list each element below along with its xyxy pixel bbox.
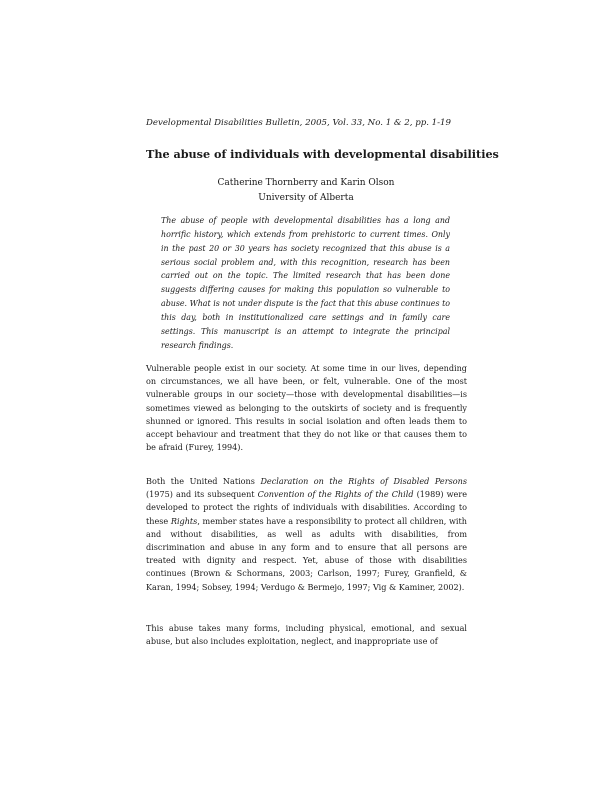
body-paragraph-3: This abuse takes many forms, including physical, emotional, and sexual abuse, but also includes exploitation, neglect, and inappropriate use of [146,623,467,647]
rights-term: Rights [170,515,198,526]
convention-title: Convention of the Rights of the Child [257,489,414,500]
paragraph-2-text: , member states have a responsibility to protect all children, with and without disabilities, as well as adults with disabilities, from discrimination and abuse in any form and to ensure that all persons are treated with dignity and respect. Yet, abuse of those with disabilities continues (Brown & Schormans, 2003; Carlson, 1997; Furey, Granfield, & Karan, 1994; Sobsey, 1994; Verdugo & Bermejo, 1997; Vig & Kaminer, 2002). [146,515,467,592]
paragraph-2-text: (1975) and its subsequent [146,489,258,500]
article-authors: Catherine Thornberry and Karin Olson [217,178,395,188]
body-paragraph-1: Vulnerable people exist in our society. At some time in our lives, depending on circumstances, we all have been, or felt, vulnerable. One of the most vulnerable groups in our society—those with developmental disabilities—is sometimes viewed as belonging to the outskirts of society and is frequently shunned or ignored. This results in social isolation and often leads them to accept behaviour and treatment that they do not like or that causes them to be afraid (Furey, 1994). [146,363,467,453]
author-affiliation: University of Alberta [258,193,354,203]
paragraph-2-text: Both the United Nations [146,476,261,486]
article-title: The abuse of individuals with developmental disabilities [146,147,499,161]
body-paragraph-2 [146,475,467,594]
journal-citation: Developmental Disabilities Bulletin, 2005, Vol. 33, No. 1 & 2, pp. 1-19 [146,118,451,128]
declaration-title: Declaration on the Rights of Disabled Persons [260,476,467,486]
abstract: The abuse of people with developmental disabilities has a long and horrific history, which extends from prehistoric to current times. Only in the past 20 or 30 years has society recognized that this abuse is a serious social problem and, with this recognition, research has been carried out on the topic. The limited research that has been done suggests differing causes for making this population so vulnerable to abuse. What is not under dispute is the fact that this abuse continues to this day, both in institutionalized care settings and in family care settings. This manuscript is an attempt to integrate the principal research findings. [161,216,450,350]
paragraph-2-text: (1989) were developed to protect the rights of individuals with disabilities. According to these [146,489,467,526]
